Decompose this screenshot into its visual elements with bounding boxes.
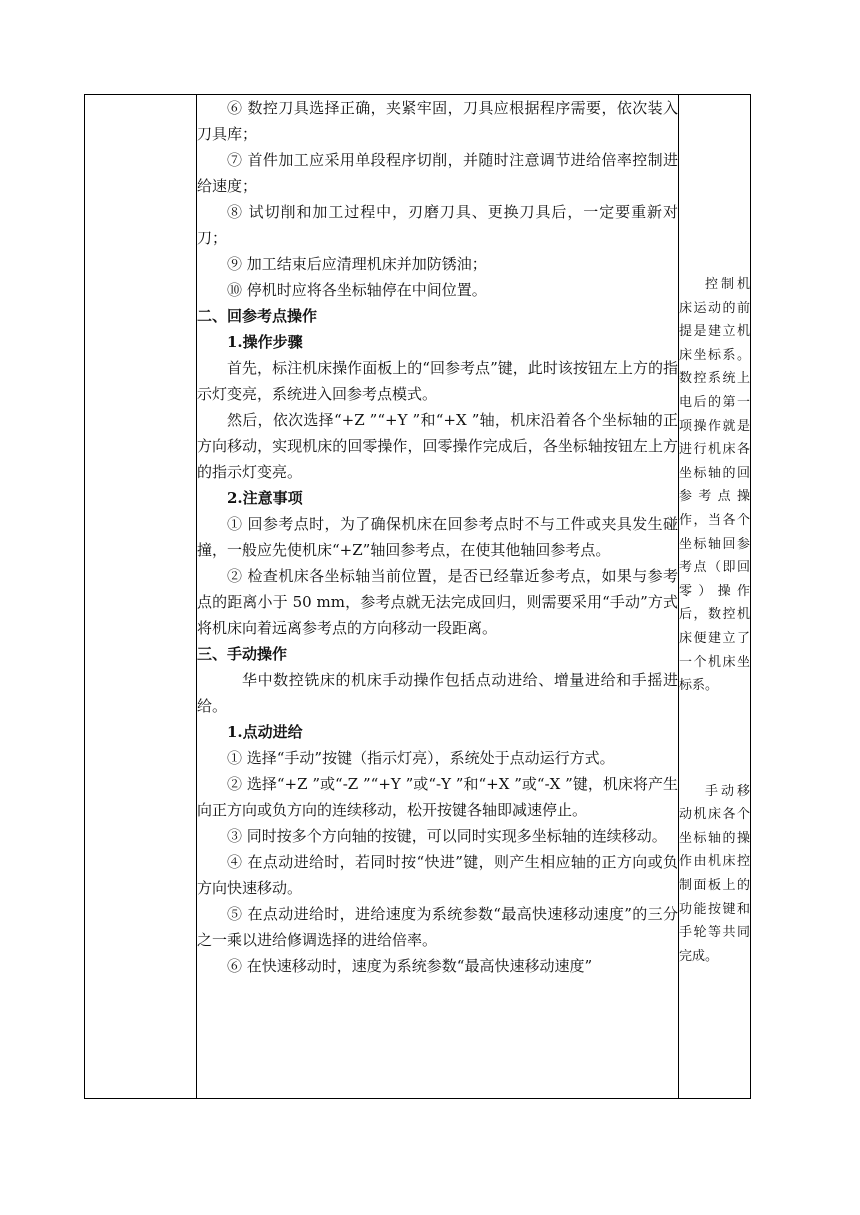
section-heading: 三、手动操作 — [197, 645, 288, 663]
body-paragraph: 华中数控铣床的机床手动操作包括点动进给、增量进给和手摇进给。 — [197, 671, 678, 715]
body-paragraph: ⑩ 停机时应将各坐标轴停在中间位置。 — [227, 281, 487, 299]
side-note-cell — [679, 95, 751, 1099]
side-note-reference-point — [679, 95, 750, 698]
section-heading: 二、回参考点操作 — [197, 307, 318, 325]
body-paragraph: ⑦ 首件加工应采用单段程序切削，并随时注意调节进给倍率控制进给速度； — [197, 151, 678, 195]
lesson-table — [84, 94, 751, 1099]
body-paragraph: ③ 同时按多个方向轴的按键，可以同时实现多坐标轴的连续移动。 — [227, 827, 667, 845]
main-content-cell — [197, 95, 679, 1099]
body-paragraph: ⑧ 试切削和加工过程中，刃磨刀具、更换刀具后，一定要重新对刀； — [197, 203, 678, 247]
body-paragraph: ⑥ 在快速移动时，速度为系统参数“最高快速移动速度” — [227, 957, 593, 975]
main-text — [197, 95, 678, 979]
subsection-heading: 1.操作步骤 — [227, 333, 303, 351]
body-paragraph: ① 回参考点时，为了确保机床在回参考点时不与工件或夹具发生碰撞，一般应先使机床“+Z”轴回参考点，在使其他轴回参考点。 — [197, 515, 678, 559]
body-paragraph: ② 选择“+Z ”或“-Z ”“+Y ”或“-Y ”和“+X ”或“-X ”键，机床将产生向正方向或负方向的连续移动，松开按键各轴即减速停止。 — [197, 775, 678, 819]
left-column-cell — [85, 95, 197, 1099]
subsection-heading: 1.点动进给 — [227, 723, 303, 741]
body-paragraph: 然后，依次选择“+Z ”“+Y ”和“+X ”轴，机床沿着各个坐标轴的正方向移动，实现机床的回零操作，回零操作完成后，各坐标轴按钮左上方的指示灯变亮。 — [197, 411, 678, 481]
body-paragraph: ① 选择“手动”按键（指示灯亮），系统处于点动运行方式。 — [227, 749, 615, 767]
body-paragraph: 首先，标注机床操作面板上的“回参考点”键，此时该按钮左上方的指示灯变亮，系统进入回参考点模式。 — [197, 359, 678, 403]
body-paragraph: ⑤ 在点动进给时，进给速度为系统参数“最高快速移动速度”的三分之一乘以进给修调选择的进给倍率。 — [197, 905, 678, 949]
subsection-heading: 2.注意事项 — [227, 489, 303, 507]
body-paragraph: ④ 在点动进给时，若同时按“快进”键，则产生相应轴的正方向或负方向快速移动。 — [197, 853, 678, 897]
body-paragraph: ② 检查机床各坐标轴当前位置，是否已经靠近参考点，如果与参考点的距离小于 50 mm，参考点就无法完成回归，则需要采用“手动”方式将机床向着远离参考点的方向移动一段距离。 — [197, 567, 678, 637]
body-paragraph: ⑨ 加工结束后应清理机床并加防锈油； — [227, 255, 487, 273]
body-paragraph: ⑥ 数控刀具选择正确，夹紧牢固，刀具应根据程序需要，依次装入刀具库； — [197, 99, 678, 143]
side-note-text: 控制机床运动的前提是建立机床坐标系。数控系统上电后的第一项操作就是进行机床各坐标轴的回参考点操作，当各个坐标轴回参考点（即回零）操作后，数控机床便建立了一个机床坐标系。 — [679, 277, 750, 694]
side-note-text: 手动移动机床各个坐标轴的操作由机床控制面板上的功能按键和手轮等共同完成。 — [679, 783, 750, 964]
side-note-manual-operation — [679, 698, 750, 969]
